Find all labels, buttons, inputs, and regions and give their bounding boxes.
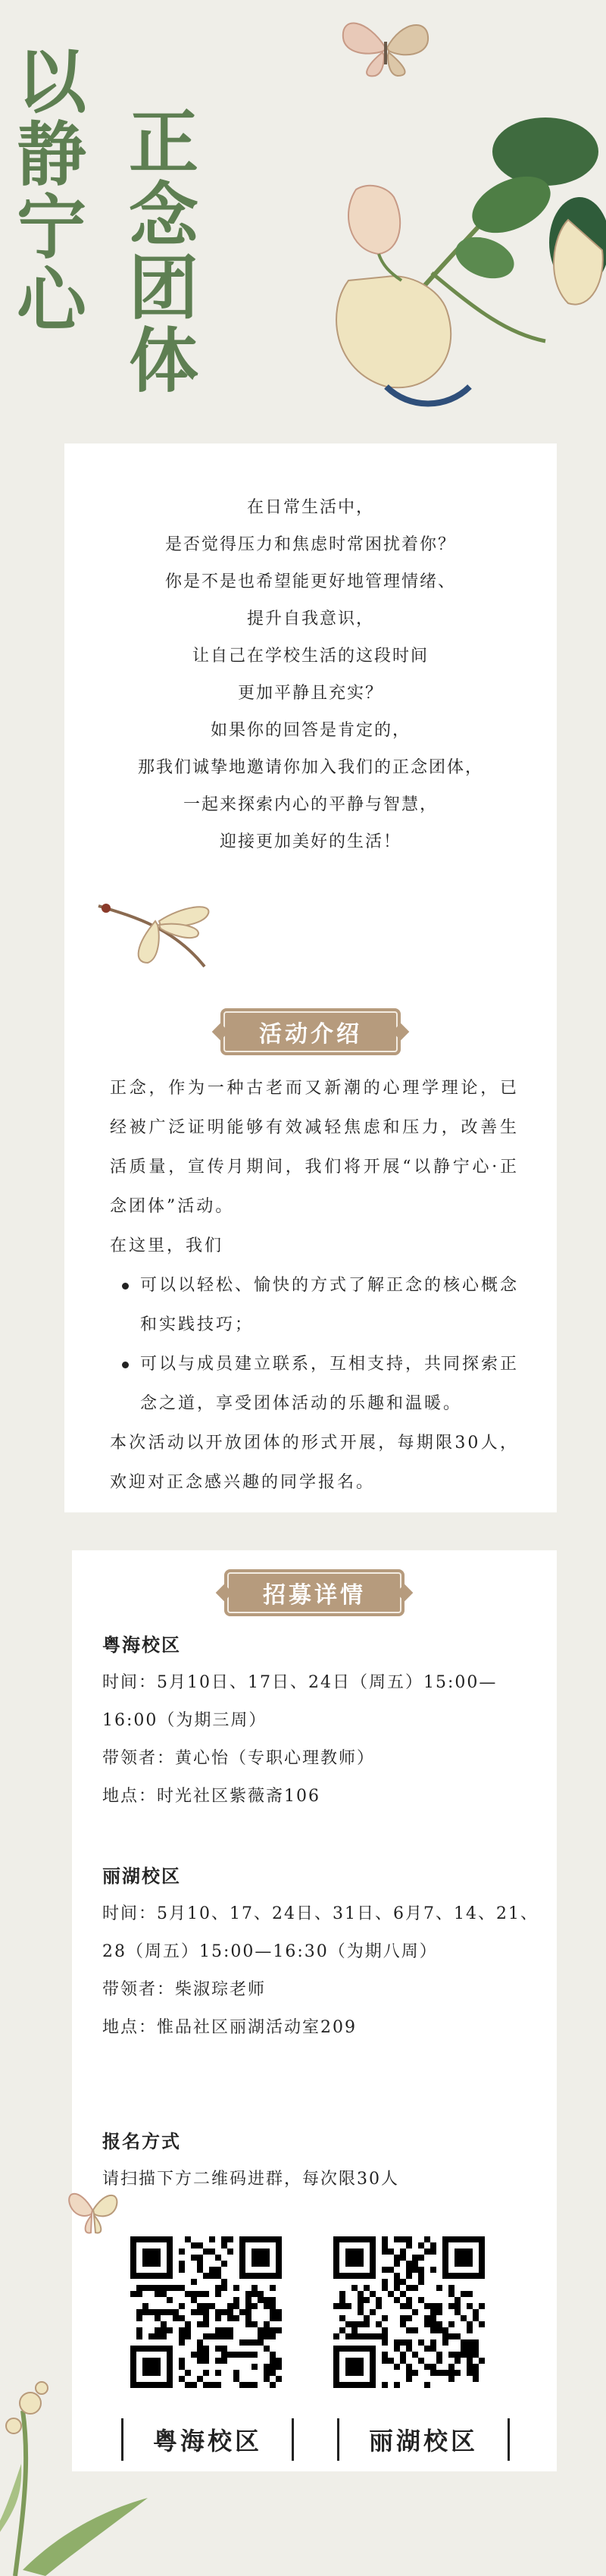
intro-line: 迎接更加美好的生活！ — [219, 832, 401, 851]
campus2-name: 丽湖校区 — [102, 1865, 181, 1887]
intro-line: 提升自我意识， — [246, 610, 374, 628]
signup-text: 请扫描下方二维码进群，每次限30人 — [102, 2170, 399, 2189]
flower-illustration — [318, 83, 606, 425]
butterfly-illustration — [337, 11, 436, 83]
campus2-place: 地点：惟品社区丽湖活动室209 — [102, 2018, 357, 2037]
intro-line: 那我们诚挚地邀请你加入我们的正念团体， — [137, 758, 483, 777]
campus1-place: 地点：时光社区紫薇斋106 — [102, 1787, 320, 1806]
title-char: 体 — [129, 320, 199, 402]
campus1-section — [102, 1626, 542, 1816]
title-char: 以 — [17, 41, 87, 123]
title-left-column — [17, 41, 87, 341]
campus1-time: 时间：5月10日、17日、24日（周五）15:00—16:00（为期三周） — [102, 1673, 498, 1730]
intro-line: 如果你的回答是肯定的， — [210, 721, 411, 740]
dragonfly-illustration — [91, 891, 220, 974]
intro-line: 更加平静且充实？ — [237, 684, 383, 703]
activity-badge: 活动介绍 — [220, 1008, 401, 1055]
campus1-name: 粤海校区 — [102, 1634, 181, 1656]
list-item: 可以以轻松、愉快的方式了解正念的核心概念和实践技巧； — [140, 1266, 519, 1345]
recruit-badge: 招募详情 — [224, 1569, 405, 1616]
title-char: 静 — [17, 114, 87, 196]
activity-body — [110, 1069, 519, 1503]
campus2-section — [102, 1857, 542, 2047]
intro-line: 你是不是也希望能更好地管理情绪、 — [164, 572, 456, 591]
intro-text — [64, 489, 557, 860]
signup-title: 报名方式 — [102, 2130, 181, 2152]
qr-label-lihu: 丽湖校区 — [337, 2418, 510, 2461]
campus2-leader: 带领者：柴淑琮老师 — [102, 1980, 267, 1999]
activity-closing: 本次活动以开放团体的形式开展，每期限30人，欢迎对正念感兴趣的同学报名。 — [110, 1434, 519, 1492]
campus2-time: 时间：5月10、17、24日、31日、6月7、14、21、28（周五）15:00—16:30（为期八周） — [102, 1904, 539, 1961]
qr-label-yuehai: 粤海校区 — [121, 2418, 294, 2461]
title-char: 心 — [17, 259, 87, 341]
title-char: 团 — [129, 247, 199, 329]
title-char: 念 — [129, 174, 199, 256]
intro-line: 是否觉得压力和焦虑时常困扰着你？ — [164, 535, 456, 554]
qr-code-lihu[interactable] — [333, 2236, 485, 2388]
intro-line: 在日常生活中， — [246, 498, 374, 517]
intro-card — [64, 443, 557, 1512]
title-char: 宁 — [17, 186, 87, 268]
campus1-leader: 带领者：黄心怡（专职心理教师） — [102, 1749, 376, 1768]
qr-code-image — [333, 2236, 485, 2388]
activity-lead: 在这里，我们 — [110, 1236, 224, 1255]
title-right-column — [129, 102, 199, 402]
list-item: 可以与成员建立联系，互相支持，共同探索正念之道，享受团体活动的乐趣和温暖。 — [140, 1345, 519, 1424]
intro-line: 一起来探索内心的平静与智慧， — [183, 795, 438, 814]
small-butterfly-illustration — [64, 2183, 121, 2240]
intro-line: 让自己在学校生活的这段时间 — [192, 647, 429, 666]
title-char: 正 — [129, 102, 199, 183]
activity-paragraph: 正念，作为一种古老而又新潮的心理学理论，已经被广泛证明能够有效减轻焦虑和压力，改善生活质量，宣传月期间，我们将开展“以静宁心·正念团体”活动。 — [110, 1079, 519, 1216]
qr-code-yuehai[interactable] — [130, 2236, 282, 2388]
qr-code-image — [130, 2236, 282, 2388]
plant-illustration — [0, 2343, 152, 2576]
activity-bullets — [110, 1266, 519, 1424]
signup-section — [102, 2123, 542, 2198]
